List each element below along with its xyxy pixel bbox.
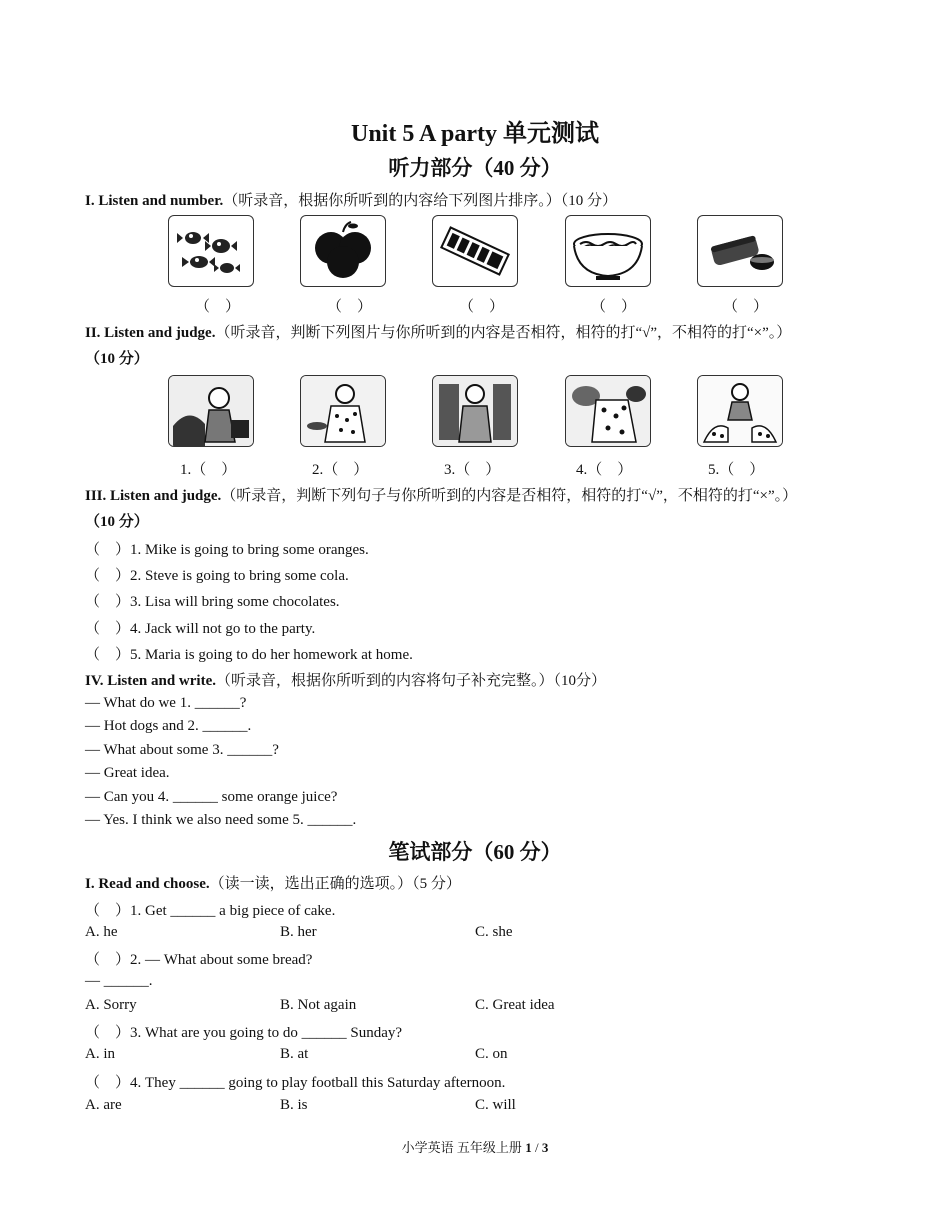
q2-option-a[interactable]: A. Sorry [85, 997, 137, 1013]
s1-blank-5[interactable]: （ ） [723, 299, 769, 315]
section-3-instruction: （听录音，判断下列句子与你所听到的内容是否相符，相符的打“√”，不相符的打“×”。） [221, 488, 798, 504]
q1-option-a[interactable]: A. he [85, 924, 118, 940]
section-2-instruction: （听录音，判断下列图片与你所听到的内容是否相符，相符的打“√”，不相符的打“×”。） [215, 325, 792, 341]
chocolate-bar-icon [432, 215, 518, 287]
s4-line-1: — What do we 1. ______? [85, 695, 247, 711]
scene-2-icon [300, 375, 386, 447]
s3-item-3: （ ）3. Lisa will bring some chocolates. [85, 594, 340, 610]
s4-line-3: — What about some 3. ______? [85, 742, 279, 758]
written-section-1-instruction: （读一读，选出正确的选项。）（5 分） [209, 876, 461, 892]
q2-option-c[interactable]: C. Great idea [475, 997, 555, 1013]
section-1-instruction: （听录音，根据你所听到的内容给下列图片排序。）（10 分） [223, 193, 618, 209]
s4-line-4: — Great idea. [85, 765, 170, 781]
q3-stem: （ ）3. What are you going to do ______ Sunday? [85, 1025, 403, 1041]
section-2-heading [85, 321, 791, 342]
section-1-heading [85, 189, 617, 210]
section-2-label: II. Listen and judge. [85, 325, 216, 341]
s3-item-5: （ ）5. Maria is going to do her homework at home. [85, 647, 413, 663]
s2-blank-3[interactable]: 3.（ ） [444, 462, 501, 478]
q2-stem: （ ）2. — What about some bread? [85, 952, 313, 968]
s1-blank-3[interactable]: （ ） [459, 299, 505, 315]
s1-blank-1[interactable]: （ ） [195, 299, 241, 315]
q1-option-c[interactable]: C. she [475, 924, 513, 940]
s4-line-6: — Yes. I think we also need some 5. ______. [85, 812, 357, 828]
q2-option-b[interactable]: B. Not again [280, 997, 357, 1013]
footer-subject: 小学英语 五年级上册 [401, 1140, 522, 1155]
scene-1-icon [168, 375, 254, 447]
q2-stem-response: — ______. [85, 973, 153, 989]
apples-icon [300, 215, 386, 287]
q4-option-c[interactable]: C. will [475, 1097, 516, 1113]
section-3-label: III. Listen and judge. [85, 488, 222, 504]
s3-item-2: （ ）2. Steve is going to bring some cola. [85, 568, 349, 584]
q3-option-c[interactable]: C. on [475, 1046, 508, 1062]
section-3-heading [85, 484, 797, 505]
written-section-1-heading [85, 872, 461, 893]
noodle-bowl-icon [565, 215, 651, 287]
s2-blank-1[interactable]: 1.（ ） [180, 462, 237, 478]
q4-option-b[interactable]: B. is [280, 1097, 308, 1113]
scene-4-icon [565, 375, 651, 447]
s2-blank-2[interactable]: 2.（ ） [312, 462, 369, 478]
scene-5-icon [697, 375, 783, 447]
s4-line-5: — Can you 4. ______ some orange juice? [85, 789, 338, 805]
q3-option-a[interactable]: A. in [85, 1046, 115, 1062]
section-2-score: （10 分） [85, 351, 149, 367]
section-1-label: I. Listen and number. [85, 193, 224, 209]
s1-blank-4[interactable]: （ ） [591, 299, 637, 315]
q4-option-a[interactable]: A. are [85, 1097, 122, 1113]
candies-icon [168, 215, 254, 287]
s4-line-2: — Hot dogs and 2. ______. [85, 718, 252, 734]
cookies-icon [697, 215, 783, 287]
written-section-1-label: I. Read and choose. [85, 876, 210, 892]
q1-stem: （ ）1. Get ______ a big piece of cake. [85, 903, 336, 919]
s3-item-4: （ ）4. Jack will not go to the party. [85, 621, 316, 637]
written-heading: 笔试部分（60 分） [388, 840, 562, 864]
scene-3-icon [432, 375, 518, 447]
q1-option-b[interactable]: B. her [280, 924, 317, 940]
footer-page-total: 3 [541, 1140, 549, 1155]
q3-option-b[interactable]: B. at [280, 1046, 309, 1062]
page-footer [0, 1137, 950, 1156]
footer-separator: / [534, 1140, 539, 1155]
section-4-heading [85, 669, 606, 690]
section-4-label: IV. Listen and write. [85, 673, 216, 689]
footer-page-number: 1 [525, 1140, 532, 1155]
page-title: Unit 5 A party 单元测试 [350, 121, 599, 147]
s1-blank-2[interactable]: （ ） [327, 299, 373, 315]
listening-heading: 听力部分（40 分） [388, 156, 562, 180]
section-4-instruction: （听录音，根据你所听到的内容将句子补充完整。）（10分） [216, 673, 607, 689]
q4-stem: （ ）4. They ______ going to play football this Saturday afternoon. [85, 1075, 506, 1091]
s3-item-1: （ ）1. Mike is going to bring some oranges. [85, 542, 369, 558]
section-3-score: （10 分） [85, 514, 149, 530]
s2-blank-4[interactable]: 4.（ ） [576, 462, 633, 478]
s2-blank-5[interactable]: 5.（ ） [708, 462, 765, 478]
